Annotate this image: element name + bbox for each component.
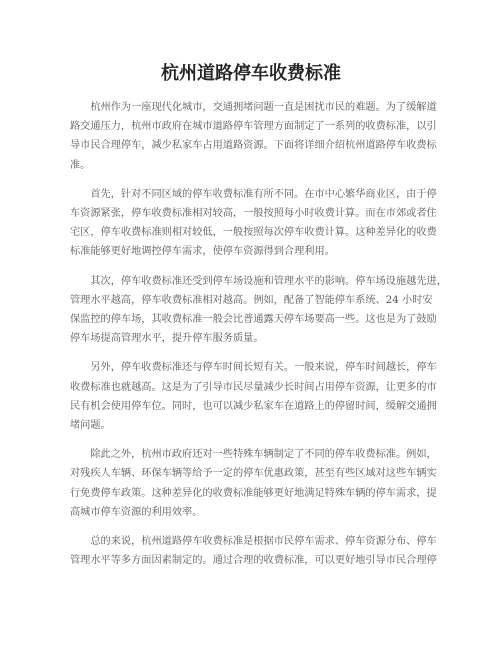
text-line: 高城市停车资源的利用效率。 (70, 506, 203, 518)
text-line: 宅区，停车收费标准则相对较低，一般按照每次停车收费计算。这种差异化的收费 (70, 227, 437, 239)
text-line: 行免费停车政策。这种差异化的收费标准能够更好地满足特殊车辆的停车需求，提 (70, 487, 437, 499)
text-line: 保监控的停车场，其收费标准一般会比普通露天停车场要高一些。这也是为了鼓励 (70, 314, 437, 326)
text-line: 堵问题。 (70, 420, 111, 432)
text-line: 管理水平越高，停车收费标准相对越高。例如，配备了智能停车系统、24 小时安 (70, 294, 433, 306)
text-line: 另外，停车收费标准还与停车时间长短有关。一般来说，停车时间越长，停车 (70, 362, 437, 374)
paragraph-6 (70, 532, 435, 570)
text-line: 总的来说，杭州道路停车收费标准是根据市民停车需求、停车资源分布、停车 (70, 536, 437, 548)
text-line: 准。 (70, 159, 91, 171)
text-line: 民有机会使用停车位。同时，也可以减少私家车在道路上的停留时间，缓解交通拥 (70, 400, 437, 412)
paragraph-1 (70, 98, 435, 175)
text-line: 首先，针对不同区域的停车收费标准有所不同。在市中心繁华商业区，由于停 (70, 188, 437, 200)
text-line: 车资源紧张，停车收费标准相对较高，一般按照每小时收费计算。而在市郊或者住 (70, 208, 437, 220)
text-line: 其次，停车收费标准还受到停车场设施和管理水平的影响。停车场设施越先进， (70, 275, 447, 287)
text-line: 管理水平等多方面因素制定的。通过合理的收费标准，可以更好地引导市民合理停 (70, 555, 437, 567)
text-line: 除此之外，杭州市政府还对一些特殊车辆制定了不同的停车收费标准。例如， (70, 449, 437, 461)
paragraph-5 (70, 445, 435, 522)
text-line: 杭州作为一座现代化城市，交通拥堵问题一直是困扰市民的难题。为了缓解道 (70, 102, 437, 113)
text-line: 对残疾人车辆、环保车辆等给予一定的停车优惠政策，甚至有些区域对这些车辆实 (70, 468, 437, 480)
paragraph-4 (70, 358, 435, 435)
paragraph-2 (70, 185, 435, 262)
text-line: 停车场提高管理水平，提升停车服务质量。 (70, 333, 264, 345)
text-line: 收费标准也就越高。这是为了引导市民尽量减少长时间占用停车资源，让更多的市 (70, 381, 437, 393)
document-body (70, 98, 447, 580)
paragraph-3 (70, 272, 447, 349)
document-title: 杭州道路停车收费标准 (161, 63, 341, 84)
text-line: 路交通压力，杭州市政府在城市道路停车管理方面制定了一系列的收费标准，以引 (70, 121, 437, 133)
text-line: 导市民合理停车，减少私家车占用道路资源。下面将详细介绍杭州道路停车收费标 (70, 140, 437, 152)
text-line: 标准能够更好地调控停车需求，使停车资源得到合理利用。 (70, 246, 335, 258)
